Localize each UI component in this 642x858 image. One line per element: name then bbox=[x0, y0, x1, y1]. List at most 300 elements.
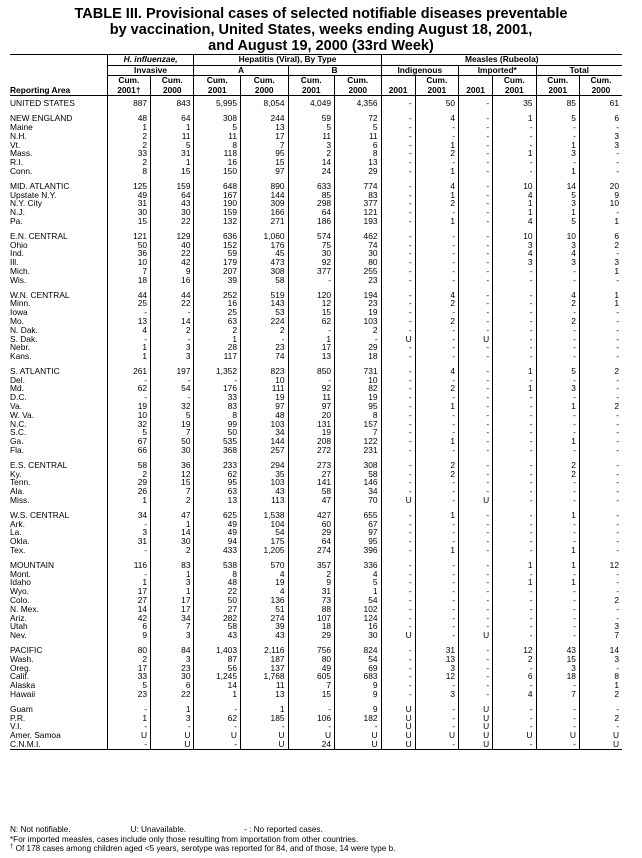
value-cell: 48 bbox=[240, 411, 288, 420]
value-cell: - bbox=[381, 99, 415, 108]
reporting-area-cell: W.S. CENTRAL bbox=[10, 509, 70, 520]
value-cell: 51 bbox=[240, 605, 288, 614]
value-cell: 19 bbox=[107, 402, 150, 411]
value-cell: 282 bbox=[194, 614, 241, 623]
value-cell: - bbox=[151, 308, 194, 317]
value-cell: 13 bbox=[240, 123, 288, 132]
value-cell: 1 bbox=[493, 208, 536, 217]
value-cell: 122 bbox=[335, 437, 382, 446]
value-cell: 274 bbox=[240, 614, 288, 623]
value-cell: - bbox=[415, 681, 458, 690]
value-cell: - bbox=[381, 367, 415, 376]
value-cell: - bbox=[381, 646, 415, 655]
value-cell: 19 bbox=[240, 393, 288, 402]
value-cell: - bbox=[459, 182, 493, 191]
value-cell: - bbox=[536, 487, 579, 496]
col-year: 2001 bbox=[381, 86, 415, 96]
value-cell: - bbox=[536, 393, 579, 402]
value-cell: U bbox=[381, 740, 415, 749]
value-cell: - bbox=[536, 614, 579, 623]
col-year: 2001 bbox=[459, 86, 493, 96]
value-cell: 625 bbox=[194, 511, 241, 520]
reporting-area-cell: S. ATLANTIC bbox=[10, 365, 60, 376]
value-cell: 6 bbox=[151, 681, 194, 690]
value-cell: - bbox=[107, 546, 150, 555]
value-cell: 15 bbox=[240, 158, 288, 167]
value-cell: 73 bbox=[288, 596, 335, 605]
value-cell: 10 bbox=[107, 258, 150, 267]
value-cell: - bbox=[579, 428, 622, 437]
value-cell: 60 bbox=[288, 520, 335, 529]
value-cell: 1 bbox=[107, 496, 150, 505]
value-cell: 80 bbox=[107, 646, 150, 655]
value-cell: 75 bbox=[288, 241, 335, 250]
value-cell: - bbox=[493, 705, 536, 714]
value-cell: 271 bbox=[240, 217, 288, 226]
value-cell: 9 bbox=[107, 631, 150, 640]
reporting-area-cell: E.N. CENTRAL bbox=[10, 230, 68, 241]
value-cell: 10 bbox=[240, 376, 288, 385]
reporting-area-cell: PACIFIC bbox=[10, 645, 43, 655]
value-cell: 6 bbox=[335, 141, 382, 150]
value-cell: 1 bbox=[536, 208, 579, 217]
reporting-area-cell: Mass. bbox=[10, 148, 33, 159]
reporting-area-cell: C.N.M.I. bbox=[10, 740, 107, 749]
value-cell: - bbox=[536, 123, 579, 132]
value-cell: - bbox=[459, 191, 493, 200]
value-cell: - bbox=[415, 605, 458, 614]
total-header: Total bbox=[536, 65, 622, 76]
value-cell: 34 bbox=[240, 428, 288, 437]
reporting-area-cell: Va. bbox=[10, 401, 22, 412]
value-cell: 2 bbox=[579, 690, 622, 699]
value-cell: 4 bbox=[493, 191, 536, 200]
value-cell: 519 bbox=[240, 291, 288, 300]
value-cell: 8 bbox=[107, 167, 150, 176]
value-cell: - bbox=[459, 622, 493, 631]
value-cell: - bbox=[493, 511, 536, 520]
value-cell: 1 bbox=[335, 587, 382, 596]
value-cell: 6 bbox=[579, 114, 622, 123]
value-cell: 30 bbox=[335, 249, 382, 258]
value-cell: - bbox=[381, 537, 415, 546]
value-cell: - bbox=[381, 352, 415, 361]
value-cell: - bbox=[459, 478, 493, 487]
value-cell: 43 bbox=[240, 631, 288, 640]
value-cell: - bbox=[579, 520, 622, 529]
reporting-area-cell: Ga. bbox=[10, 436, 24, 447]
value-cell: 244 bbox=[240, 114, 288, 123]
value-cell: 11 bbox=[194, 132, 241, 141]
value-cell: 3 bbox=[151, 343, 194, 352]
value-cell: 5 bbox=[151, 141, 194, 150]
value-cell: 377 bbox=[288, 267, 335, 276]
value-cell: 357 bbox=[288, 561, 335, 570]
value-cell: 59 bbox=[288, 114, 335, 123]
value-cell: - bbox=[493, 267, 536, 276]
value-cell: 63 bbox=[194, 317, 241, 326]
value-cell: 121 bbox=[107, 232, 150, 241]
value-cell: - bbox=[579, 664, 622, 673]
value-cell: 16 bbox=[151, 276, 194, 285]
value-cell: - bbox=[151, 722, 194, 731]
value-cell: 1 bbox=[536, 561, 579, 570]
value-cell: 1 bbox=[493, 149, 536, 158]
value-cell: 1 bbox=[579, 299, 622, 308]
value-cell: U bbox=[288, 731, 335, 740]
value-cell: - bbox=[579, 384, 622, 393]
table-row bbox=[10, 167, 622, 176]
value-cell: - bbox=[493, 714, 536, 723]
value-cell: - bbox=[459, 461, 493, 470]
value-cell: - bbox=[536, 428, 579, 437]
value-cell: 40 bbox=[151, 241, 194, 250]
value-cell: 25 bbox=[194, 308, 241, 317]
value-cell: - bbox=[381, 393, 415, 402]
value-cell: - bbox=[415, 132, 458, 141]
value-cell: - bbox=[459, 520, 493, 529]
value-cell: - bbox=[415, 241, 458, 250]
reporting-area-cell: Amer. Samoa bbox=[10, 730, 61, 741]
value-cell: 843 bbox=[151, 99, 194, 108]
value-cell: - bbox=[493, 376, 536, 385]
value-cell: 45 bbox=[240, 249, 288, 258]
value-cell: 1 bbox=[579, 267, 622, 276]
value-cell: 8,054 bbox=[240, 99, 288, 108]
value-cell: - bbox=[579, 705, 622, 714]
value-cell: - bbox=[415, 537, 458, 546]
reporting-area-cell: Mich. bbox=[10, 265, 31, 276]
col-cum: Cum. bbox=[493, 76, 536, 86]
value-cell: 29 bbox=[335, 343, 382, 352]
value-cell: - bbox=[381, 326, 415, 335]
value-cell: 23 bbox=[335, 299, 382, 308]
value-cell: 143 bbox=[240, 299, 288, 308]
value-cell: - bbox=[381, 596, 415, 605]
value-cell: - bbox=[579, 149, 622, 158]
value-cell: 28 bbox=[194, 343, 241, 352]
value-cell: - bbox=[493, 446, 536, 455]
value-cell: U bbox=[194, 731, 241, 740]
value-cell: 756 bbox=[288, 646, 335, 655]
value-cell: - bbox=[381, 141, 415, 150]
value-cell: 7 bbox=[536, 690, 579, 699]
value-cell: - bbox=[493, 326, 536, 335]
value-cell: - bbox=[381, 241, 415, 250]
value-cell: 42 bbox=[151, 258, 194, 267]
value-cell: 97 bbox=[335, 528, 382, 537]
value-cell: - bbox=[536, 326, 579, 335]
value-cell: 30 bbox=[151, 208, 194, 217]
value-cell: - bbox=[493, 614, 536, 623]
value-cell: 3 bbox=[536, 384, 579, 393]
value-cell: 69 bbox=[335, 664, 382, 673]
value-cell: - bbox=[381, 411, 415, 420]
reporting-area-cell: Ind. bbox=[10, 248, 24, 259]
reporting-area-cell: E.S. CENTRAL bbox=[10, 459, 68, 470]
value-cell: 32 bbox=[151, 402, 194, 411]
value-cell: 4 bbox=[335, 570, 382, 579]
value-cell: 3 bbox=[536, 258, 579, 267]
value-cell: 1 bbox=[194, 335, 241, 344]
value-cell: - bbox=[459, 267, 493, 276]
reporting-area-cell: Maine bbox=[10, 121, 33, 132]
value-cell: 17 bbox=[151, 605, 194, 614]
value-cell: U bbox=[240, 740, 288, 749]
value-cell: - bbox=[151, 376, 194, 385]
value-cell: 67 bbox=[335, 520, 382, 529]
value-cell: 15 bbox=[151, 167, 194, 176]
value-cell: - bbox=[381, 384, 415, 393]
value-cell: 27 bbox=[288, 470, 335, 479]
value-cell: - bbox=[415, 326, 458, 335]
value-cell: - bbox=[579, 249, 622, 258]
value-cell: - bbox=[415, 123, 458, 132]
value-cell: - bbox=[459, 437, 493, 446]
reporting-area-cell: Alaska bbox=[10, 680, 36, 691]
value-cell: 10 bbox=[493, 182, 536, 191]
value-cell: 141 bbox=[288, 478, 335, 487]
value-cell: - bbox=[459, 561, 493, 570]
value-cell: 8 bbox=[194, 411, 241, 420]
value-cell: 5 bbox=[335, 578, 382, 587]
value-cell: - bbox=[381, 232, 415, 241]
value-cell: 2 bbox=[194, 326, 241, 335]
value-cell: 49 bbox=[288, 664, 335, 673]
col-year: 2000 bbox=[240, 86, 288, 96]
value-cell: - bbox=[381, 487, 415, 496]
reporting-area-cell: Md. bbox=[10, 383, 24, 394]
value-cell: 9 bbox=[335, 705, 382, 714]
col-year: 2001 bbox=[194, 86, 241, 96]
value-cell: - bbox=[459, 167, 493, 176]
value-cell: 12 bbox=[579, 561, 622, 570]
value-cell: 1 bbox=[151, 587, 194, 596]
value-cell: 208 bbox=[288, 437, 335, 446]
value-cell: - bbox=[493, 461, 536, 470]
value-cell: 7 bbox=[240, 141, 288, 150]
value-cell: - bbox=[415, 578, 458, 587]
value-cell: - bbox=[493, 478, 536, 487]
value-cell: - bbox=[381, 132, 415, 141]
value-cell: - bbox=[107, 393, 150, 402]
value-cell: 731 bbox=[335, 367, 382, 376]
measles-header: Measles (Rubeola) bbox=[381, 55, 622, 66]
value-cell: - bbox=[493, 496, 536, 505]
value-cell: 8 bbox=[194, 141, 241, 150]
value-cell: 4 bbox=[493, 249, 536, 258]
value-cell: 1 bbox=[415, 402, 458, 411]
value-cell: - bbox=[415, 420, 458, 429]
value-cell: 58 bbox=[288, 487, 335, 496]
value-cell: 54 bbox=[151, 384, 194, 393]
value-cell: U bbox=[381, 705, 415, 714]
value-cell: - bbox=[381, 114, 415, 123]
value-cell: - bbox=[415, 740, 458, 749]
value-cell: - bbox=[381, 182, 415, 191]
value-cell: - bbox=[579, 420, 622, 429]
value-cell: 35 bbox=[240, 470, 288, 479]
value-cell: - bbox=[381, 167, 415, 176]
value-cell: - bbox=[493, 123, 536, 132]
table-row bbox=[10, 276, 622, 285]
value-cell: - bbox=[415, 596, 458, 605]
value-cell: U bbox=[381, 731, 415, 740]
value-cell: - bbox=[459, 114, 493, 123]
value-cell: - bbox=[107, 335, 150, 344]
value-cell: 633 bbox=[288, 182, 335, 191]
value-cell: - bbox=[415, 587, 458, 596]
value-cell: 144 bbox=[240, 191, 288, 200]
value-cell: 3 bbox=[151, 714, 194, 723]
value-cell: 193 bbox=[335, 217, 382, 226]
value-cell: 7 bbox=[107, 267, 150, 276]
value-cell: - bbox=[381, 561, 415, 570]
value-cell: 1 bbox=[107, 578, 150, 587]
value-cell: 182 bbox=[335, 714, 382, 723]
value-cell: 3 bbox=[493, 241, 536, 250]
value-cell: 144 bbox=[240, 437, 288, 446]
value-cell: - bbox=[459, 217, 493, 226]
value-cell: 33 bbox=[194, 393, 241, 402]
value-cell: 18 bbox=[107, 276, 150, 285]
value-cell: - bbox=[459, 570, 493, 579]
value-cell: 30 bbox=[151, 537, 194, 546]
value-cell: 5 bbox=[536, 217, 579, 226]
value-cell: 15 bbox=[288, 690, 335, 699]
value-cell: 22 bbox=[151, 249, 194, 258]
value-cell: 31 bbox=[107, 199, 150, 208]
value-cell: 4 bbox=[493, 690, 536, 699]
value-cell: 197 bbox=[151, 367, 194, 376]
value-cell: 14 bbox=[536, 182, 579, 191]
value-cell: 95 bbox=[335, 537, 382, 546]
value-cell: U bbox=[459, 714, 493, 723]
value-cell: - bbox=[536, 631, 579, 640]
value-cell: 683 bbox=[335, 672, 382, 681]
reporting-area-cell: UNITED STATES bbox=[10, 98, 75, 109]
value-cell: 887 bbox=[107, 99, 150, 108]
value-cell: - bbox=[415, 376, 458, 385]
footnotes bbox=[10, 825, 635, 854]
value-cell: - bbox=[579, 587, 622, 596]
value-cell: 298 bbox=[288, 199, 335, 208]
value-cell: 5 bbox=[335, 123, 382, 132]
value-cell: - bbox=[459, 352, 493, 361]
value-cell: - bbox=[381, 437, 415, 446]
value-cell: 377 bbox=[335, 199, 382, 208]
value-cell: - bbox=[459, 690, 493, 699]
value-cell: - bbox=[107, 570, 150, 579]
value-cell: - bbox=[459, 402, 493, 411]
value-cell: 11 bbox=[240, 681, 288, 690]
value-cell: 11 bbox=[288, 132, 335, 141]
value-cell: 10 bbox=[335, 376, 382, 385]
value-cell: - bbox=[415, 158, 458, 167]
value-cell: - bbox=[151, 335, 194, 344]
value-cell: 14 bbox=[579, 646, 622, 655]
value-cell: - bbox=[381, 520, 415, 529]
value-cell: 5 bbox=[536, 367, 579, 376]
value-cell: - bbox=[415, 614, 458, 623]
value-cell: 3 bbox=[107, 528, 150, 537]
value-cell: - bbox=[536, 714, 579, 723]
value-cell: 3 bbox=[151, 655, 194, 664]
reporting-area-cell: Wis. bbox=[10, 274, 27, 285]
value-cell: 97 bbox=[240, 402, 288, 411]
value-cell: - bbox=[459, 384, 493, 393]
value-cell: 257 bbox=[240, 446, 288, 455]
col-year: 2001† bbox=[107, 86, 150, 96]
value-cell: 4 bbox=[415, 291, 458, 300]
value-cell: 4,049 bbox=[288, 99, 335, 108]
value-cell: - bbox=[536, 158, 579, 167]
value-cell: 1 bbox=[415, 546, 458, 555]
value-cell: - bbox=[459, 646, 493, 655]
value-cell: 1 bbox=[107, 714, 150, 723]
value-cell: 125 bbox=[107, 182, 150, 191]
value-cell: 13 bbox=[415, 655, 458, 664]
value-cell: U bbox=[151, 740, 194, 749]
reporting-area-cell: Del. bbox=[10, 374, 25, 385]
value-cell: - bbox=[493, 317, 536, 326]
table-title bbox=[10, 6, 632, 54]
reporting-area-cell: Ariz. bbox=[10, 612, 27, 623]
value-cell: 2 bbox=[415, 317, 458, 326]
value-cell: 137 bbox=[240, 664, 288, 673]
value-cell: 14 bbox=[194, 681, 241, 690]
value-cell: 5 bbox=[536, 114, 579, 123]
value-cell: - bbox=[579, 317, 622, 326]
value-cell: 1 bbox=[415, 167, 458, 176]
value-cell: U bbox=[459, 631, 493, 640]
value-cell: 2 bbox=[107, 158, 150, 167]
value-cell: 129 bbox=[151, 232, 194, 241]
value-cell: 23 bbox=[151, 664, 194, 673]
value-cell: 12 bbox=[151, 470, 194, 479]
value-cell: - bbox=[493, 722, 536, 731]
value-cell: - bbox=[493, 299, 536, 308]
value-cell: - bbox=[459, 446, 493, 455]
value-cell: 1,205 bbox=[240, 546, 288, 555]
value-cell: - bbox=[381, 258, 415, 267]
value-cell: 22 bbox=[151, 690, 194, 699]
value-cell: U bbox=[381, 714, 415, 723]
reporting-area-cell: Colo. bbox=[10, 595, 30, 606]
value-cell: 190 bbox=[194, 199, 241, 208]
col-year: 2001 bbox=[288, 86, 335, 96]
value-cell: 850 bbox=[288, 367, 335, 376]
value-cell: - bbox=[107, 308, 150, 317]
value-cell: - bbox=[381, 158, 415, 167]
value-cell: 12 bbox=[415, 672, 458, 681]
col-year: 2000 bbox=[151, 86, 194, 96]
reporting-area-cell: W. Va. bbox=[10, 409, 35, 420]
value-cell: 4,356 bbox=[335, 99, 382, 108]
value-cell: - bbox=[579, 614, 622, 623]
value-cell: - bbox=[579, 352, 622, 361]
value-cell: 1,060 bbox=[240, 232, 288, 241]
value-cell: 1 bbox=[107, 343, 150, 352]
value-cell: - bbox=[459, 528, 493, 537]
value-cell: 124 bbox=[335, 614, 382, 623]
value-cell: 2 bbox=[335, 326, 382, 335]
value-cell: 88 bbox=[288, 605, 335, 614]
value-cell: 176 bbox=[240, 241, 288, 250]
value-cell: 890 bbox=[240, 182, 288, 191]
reporting-area-cell: N.J. bbox=[10, 207, 25, 218]
value-cell: 7 bbox=[151, 487, 194, 496]
